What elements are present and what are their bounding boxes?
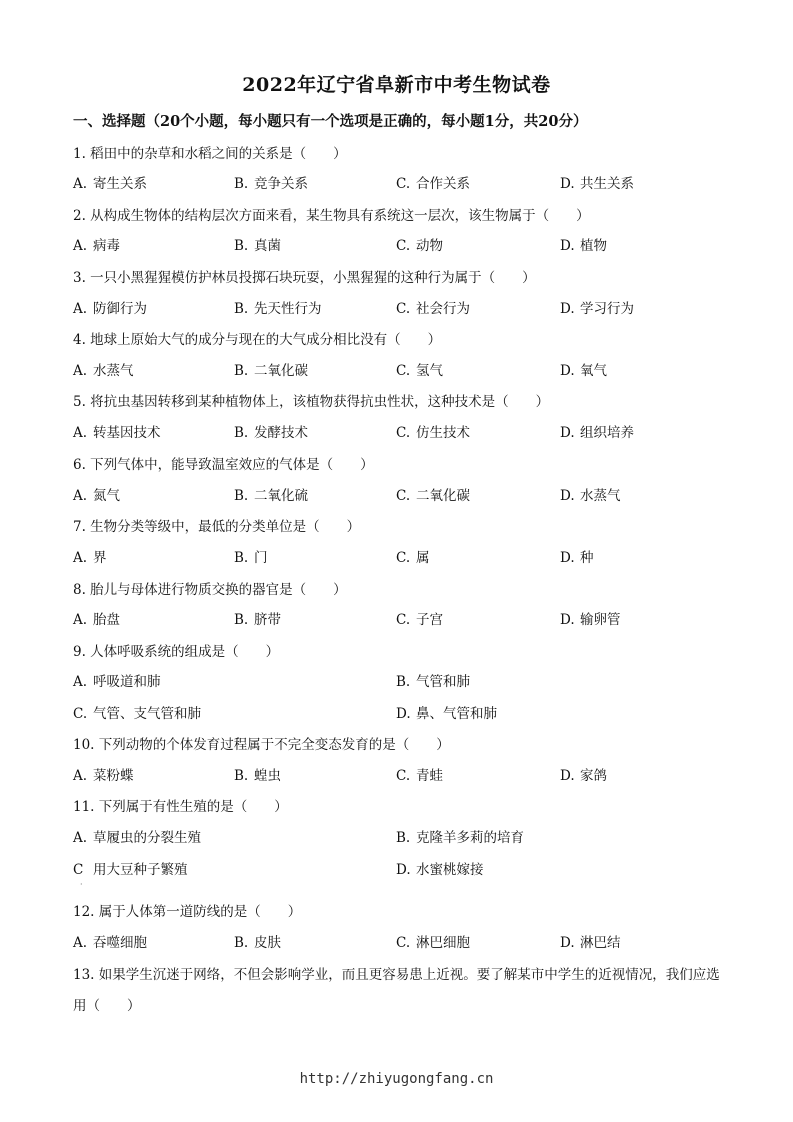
option-d	[560, 764, 607, 784]
option-a	[73, 297, 147, 317]
option-b	[234, 764, 281, 784]
option-text: 子宫	[416, 612, 443, 628]
option-d	[560, 484, 621, 504]
option-letter: A.	[73, 425, 88, 441]
option-text: 转基因技术	[93, 425, 161, 441]
option-text: 共生关系	[580, 176, 634, 192]
option-letter: C.	[396, 425, 411, 441]
option-text: 氮气	[93, 488, 120, 504]
option-a	[73, 546, 107, 566]
option-letter: A.	[73, 612, 88, 628]
option-b	[234, 608, 281, 628]
option-letter: D.	[560, 550, 575, 566]
option-a	[73, 421, 161, 441]
option-text: 门	[254, 550, 268, 566]
option-letter: B.	[396, 830, 411, 846]
option-c	[396, 931, 470, 951]
option-a	[73, 608, 120, 628]
option-letter: D.	[560, 363, 575, 379]
option-a	[73, 670, 161, 690]
question-stem: 9. 人体呼吸系统的组成是（ ）	[73, 644, 280, 660]
option-text: 用大豆种子繁殖	[93, 862, 188, 878]
option-b	[396, 826, 524, 846]
option-c	[396, 359, 443, 379]
option-text: 合作关系	[416, 176, 470, 192]
option-b	[234, 931, 281, 951]
question-stem: 10. 下列动物的个体发育过程属于不完全变态发育的是（ ）	[73, 737, 450, 753]
question-stem: 5. 将抗虫基因转移到某种植物体上，该植物获得抗虫性状，这种技术是（ ）	[73, 394, 550, 410]
option-text: 呼吸道和肺	[93, 674, 161, 690]
option-letter: B.	[234, 550, 249, 566]
option-text: 组织培养	[580, 425, 634, 441]
option-letter: B.	[234, 238, 249, 254]
question-stem: 13. 如果学生沉迷于网络，不但会影响学业，而且更容易患上近视。要了解某市中学生的近视情况，我们应选用（ ）	[73, 967, 720, 1014]
option-letter: C.	[396, 768, 411, 784]
option-text: 发酵技术	[254, 425, 308, 441]
option-letter: D.	[560, 768, 575, 784]
question-stem: 4. 地球上原始大气的成分与现在的大气成分相比没有（ ）	[73, 332, 442, 348]
option-text: 种	[580, 550, 594, 566]
option-letter: D.	[560, 935, 575, 951]
option-text: 青蛙	[416, 768, 443, 784]
option-letter: A.	[73, 176, 88, 192]
option-d	[396, 702, 497, 722]
option-c	[396, 172, 470, 192]
question-stem: 6. 下列气体中，能导致温室效应的气体是（ ）	[73, 457, 374, 473]
option-text: 胎盘	[93, 612, 120, 628]
option-letter: C.	[396, 363, 411, 379]
option-letter: C.	[396, 488, 411, 504]
option-d	[560, 608, 621, 628]
option-letter: D.	[396, 706, 411, 722]
option-letter: D.	[396, 862, 411, 878]
option-d	[396, 858, 484, 878]
option-letter: C.	[396, 550, 411, 566]
option-letter: B.	[234, 768, 249, 784]
option-letter: C.	[396, 612, 411, 628]
option-c	[396, 421, 470, 441]
option-letter: B.	[234, 176, 249, 192]
option-d	[560, 172, 634, 192]
question-stem: 2. 从构成生物体的结构层次方面来看，某生物具有系统这一层次，该生物属于（ ）	[73, 208, 590, 224]
option-letter: B.	[396, 674, 411, 690]
option-text: 脐带	[254, 612, 281, 628]
option-letter: A.	[73, 363, 88, 379]
option-text: 蝗虫	[254, 768, 281, 784]
option-text: 水蒸气	[93, 363, 134, 379]
option-letter: A.	[73, 830, 88, 846]
option-c	[396, 297, 470, 317]
option-letter: A.	[73, 768, 88, 784]
option-b	[234, 172, 308, 192]
option-letter: B.	[234, 301, 249, 317]
option-text: 输卵管	[580, 612, 621, 628]
option-a	[73, 172, 147, 192]
option-letter: D.	[560, 301, 575, 317]
option-d	[560, 359, 607, 379]
option-letter: C.	[73, 706, 88, 722]
option-letter: D.	[560, 238, 575, 254]
option-letter: D.	[560, 176, 575, 192]
option-a	[73, 931, 147, 951]
question-stem: 12. 属于人体第一道防线的是（ ）	[73, 904, 302, 920]
option-text: 植物	[580, 238, 607, 254]
option-text: 真菌	[254, 238, 281, 254]
option-text: 学习行为	[580, 301, 634, 317]
option-text: 皮肤	[254, 935, 281, 951]
option-b	[396, 670, 470, 690]
option-text: 竞争关系	[254, 176, 308, 192]
option-text: 氢气	[416, 363, 443, 379]
question-stem: 8. 胎儿与母体进行物质交换的器官是（ ）	[73, 582, 347, 598]
footer-url: http://zhiyugongfang.cn	[299, 1071, 494, 1087]
option-text: 防御行为	[93, 301, 147, 317]
option-letter: C	[73, 862, 84, 878]
option-text: 气管、支气管和肺	[93, 706, 201, 722]
option-text: 二氧化硫	[254, 488, 308, 504]
option-b	[234, 546, 268, 566]
option-letter: D.	[560, 612, 575, 628]
option-a	[73, 764, 134, 784]
option-text: 二氧化碳	[416, 488, 470, 504]
option-c	[396, 546, 430, 566]
option-letter: A.	[73, 301, 88, 317]
option-b	[234, 359, 308, 379]
option-letter: C.	[396, 301, 411, 317]
page-title: 2022年辽宁省阜新市中考生物试卷	[242, 74, 551, 96]
option-d	[560, 234, 607, 254]
option-c	[73, 858, 188, 878]
option-letter: A.	[73, 238, 88, 254]
question-stem: 3. 一只小黑猩猩模仿护林员投掷石块玩耍，小黑猩猩的这种行为属于（ ）	[73, 270, 536, 286]
option-letter: A.	[73, 550, 88, 566]
option-d	[560, 421, 634, 441]
option-a	[73, 234, 120, 254]
option-text: 水蜜桃嫁接	[416, 862, 484, 878]
option-text: 先天性行为	[254, 301, 322, 317]
option-text: 鼻、气管和肺	[416, 706, 497, 722]
option-text: 仿生技术	[416, 425, 470, 441]
option-letter: B.	[234, 935, 249, 951]
option-c	[73, 702, 201, 722]
option-text: 淋巴结	[580, 935, 621, 951]
option-text: 氧气	[580, 363, 607, 379]
option-letter: A.	[73, 935, 88, 951]
option-letter: C.	[396, 176, 411, 192]
option-text: 寄生关系	[93, 176, 147, 192]
option-d	[560, 297, 634, 317]
option-letter: B.	[234, 425, 249, 441]
option-letter: B.	[234, 612, 249, 628]
option-letter: A.	[73, 488, 88, 504]
option-letter: C.	[396, 935, 411, 951]
option-text: 克隆羊多莉的培育	[416, 830, 524, 846]
option-b	[234, 234, 281, 254]
option-text: 草履虫的分裂生殖	[93, 830, 201, 846]
option-letter: A.	[73, 674, 88, 690]
question-stem: 7. 生物分类等级中，最低的分类单位是（ ）	[73, 519, 361, 535]
option-text: 家鸽	[580, 768, 607, 784]
stray-mark: ·	[80, 880, 83, 889]
option-letter: C.	[396, 238, 411, 254]
option-d	[560, 546, 594, 566]
section-heading: 一、选择题（20个小题，每小题只有一个选项是正确的，每小题1分，共20分）	[73, 113, 588, 130]
option-text: 淋巴细胞	[416, 935, 470, 951]
question-stem: 1. 稻田中的杂草和水稻之间的关系是（ ）	[73, 146, 347, 162]
option-letter: D.	[560, 488, 575, 504]
option-c	[396, 764, 443, 784]
option-text: 动物	[416, 238, 443, 254]
option-text: 吞噬细胞	[93, 935, 147, 951]
option-text: 气管和肺	[416, 674, 470, 690]
option-text: 社会行为	[416, 301, 470, 317]
option-b	[234, 421, 308, 441]
option-text: 水蒸气	[580, 488, 621, 504]
option-b	[234, 484, 308, 504]
option-text: 界	[93, 550, 107, 566]
question-stem: 11. 下列属于有性生殖的是（ ）	[73, 799, 288, 815]
option-c	[396, 484, 470, 504]
option-letter: B.	[234, 363, 249, 379]
option-letter: D.	[560, 425, 575, 441]
option-text: 菜粉蝶	[93, 768, 134, 784]
option-text: 属	[416, 550, 430, 566]
option-a	[73, 359, 134, 379]
option-d	[560, 931, 621, 951]
option-c	[396, 234, 443, 254]
option-text: 病毒	[93, 238, 120, 254]
option-a	[73, 826, 201, 846]
option-b	[234, 297, 322, 317]
option-text: 二氧化碳	[254, 363, 308, 379]
option-c	[396, 608, 443, 628]
option-letter: B.	[234, 488, 249, 504]
option-a	[73, 484, 120, 504]
